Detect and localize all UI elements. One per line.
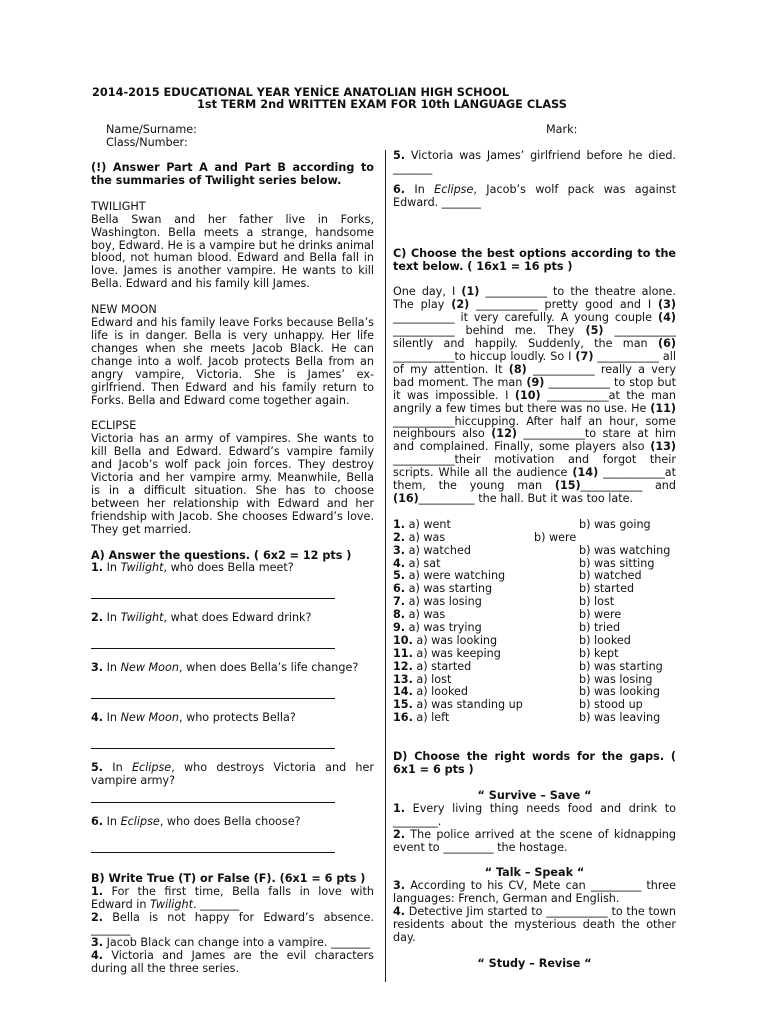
- part-c-story: [393, 286, 676, 505]
- option-b: b) kept: [579, 646, 619, 660]
- word-pair-heading: “ Study – Revise “: [477, 956, 592, 970]
- summary-text: Edward and his family leave Forks because Bella’s life is in danger. Bella is very unhappy. Her life changes when she meets Jacob Black. He can change into a wolf. Jacob protects Bella from an angry vampire, Victoria. She is James’ ex-girlfriend. Then Edward and his family return to Forks. Bella and Edward come together again.: [91, 316, 374, 407]
- book-title: Twilight: [120, 611, 164, 625]
- option-number: 11.: [393, 646, 413, 660]
- option-a: a) was starting: [405, 582, 493, 596]
- question-block: [91, 612, 374, 649]
- item-number: 5.: [91, 761, 104, 775]
- option-number: 14.: [393, 685, 413, 699]
- question: [91, 562, 374, 575]
- gap-fill-item: [393, 829, 676, 855]
- story-text: ___________ really a very bad moment. The man: [393, 362, 676, 389]
- gap-fill-item: [393, 880, 676, 906]
- gap-number: (7): [575, 349, 594, 363]
- option-b: b) stood up: [579, 698, 643, 712]
- story-text: ___________at them, the young man: [393, 466, 676, 493]
- question: [91, 662, 374, 675]
- gap-number: (2): [451, 298, 470, 312]
- item-text: In: [103, 661, 121, 675]
- option-b: b) tried: [579, 620, 621, 634]
- option-b: b) was looking: [579, 685, 660, 699]
- gap-number: (5): [585, 324, 604, 338]
- question-block: [91, 562, 374, 599]
- left-column: [91, 150, 374, 976]
- option-number: 7.: [393, 595, 406, 609]
- gap-number: (10): [514, 388, 541, 402]
- gap-number: (15): [554, 479, 581, 493]
- summary-title: TWILIGHT: [91, 199, 146, 213]
- option-b: b) lost: [579, 595, 615, 609]
- question: [91, 612, 374, 625]
- item-number: 2.: [91, 611, 104, 625]
- option-b: b) looked: [579, 633, 631, 647]
- summary-title: ECLIPSE: [91, 419, 137, 433]
- answer-line: [91, 801, 335, 803]
- part-d-title: D) Choose the right words for the gaps. ( 6x1 = 6 pts ): [393, 750, 676, 776]
- option-b: b) was starting: [579, 659, 663, 673]
- question: [91, 712, 374, 725]
- book-title: Eclipse: [131, 761, 172, 775]
- gap-number: (8): [508, 362, 527, 376]
- story-text: ___________to hiccup loudly. So I: [393, 349, 576, 363]
- item-number: 3.: [91, 661, 104, 675]
- book-title: Eclipse: [434, 182, 474, 196]
- summary-new-moon: [91, 304, 374, 407]
- part-c-title: C) Choose the best options according to the text below. ( 16x1 = 16 pts ): [393, 246, 676, 273]
- option-a: a) was: [405, 608, 446, 622]
- item-number: 2.: [393, 827, 406, 841]
- item-number: 1.: [91, 884, 104, 898]
- gap-number: (12): [491, 427, 517, 441]
- answer-line: [91, 851, 335, 853]
- gap-number: (3): [658, 298, 677, 312]
- gap-fill-item: [393, 906, 676, 945]
- option-number: 5.: [393, 569, 406, 583]
- part-c-options: [393, 519, 676, 725]
- question: [91, 762, 374, 788]
- item-text: Victoria and James are the evil characters during all the three series.: [91, 949, 374, 976]
- item-text: The police arrived at the scene of kidnapping event to _________ the hostage.: [393, 827, 676, 854]
- option-a: a) were watching: [405, 569, 506, 583]
- story-text: ___________ silently and happily. Suddenly, the man: [393, 324, 676, 351]
- column-divider: [385, 150, 386, 982]
- book-title: New Moon: [120, 661, 179, 675]
- item-number: 1.: [393, 801, 406, 815]
- part-a-title: A) Answer the questions. ( 6x2 = 12 pts ): [91, 548, 352, 562]
- option-a: a) was looking: [412, 633, 498, 647]
- summary-eclipse: [91, 420, 374, 536]
- option-b: b) was leaving: [579, 711, 661, 725]
- story-text: ___________ it very carefully. A young couple: [393, 311, 658, 325]
- item-number: 1.: [91, 561, 104, 575]
- item-text: According to his CV, Mete can _________ three languages: French, German and English.: [393, 879, 676, 906]
- item-number: 3.: [393, 879, 406, 893]
- option-number: 9.: [393, 620, 406, 634]
- gap-number: (14): [572, 466, 599, 480]
- option-number: 6.: [393, 582, 406, 596]
- summary-text: Bella Swan and her father live in Forks, Washington. Bella meets a strange, handsome boy, Edward. He is a vampire but he drinks animal blood, not human blood. Edward and Bella fall in love. James is another vampire. He wants to kill Bella. Edward and his family kill James.: [91, 212, 374, 291]
- option-a: a) was standing up: [412, 698, 523, 712]
- option-b: b) was sitting: [579, 556, 655, 570]
- option-a: a) was trying: [405, 620, 482, 634]
- item-number: 6.: [91, 814, 104, 828]
- true-false-item: [91, 912, 374, 938]
- item-text: Every living thing needs food and drink to ________.: [393, 801, 676, 828]
- option-a: a) was losing: [405, 595, 482, 609]
- item-text: Bella is not happy for Edward’s absence. _______: [91, 910, 374, 937]
- option-row: [393, 712, 676, 725]
- question-block: [91, 662, 374, 699]
- story-text: ___________ all of my attention. It: [393, 349, 676, 376]
- item-text: , what does Edward drink?: [163, 611, 312, 625]
- gap-number: (9): [526, 375, 545, 389]
- intro-instruction: (!) Answer Part A and Part B according to the summaries of Twilight series below.: [91, 161, 374, 187]
- story-text: ___________ pretty good and I: [469, 298, 658, 312]
- option-number: 8.: [393, 608, 406, 622]
- part-b: [91, 873, 374, 976]
- item-text: In: [103, 561, 121, 575]
- option-a: a) was: [405, 530, 446, 544]
- option-b: b) was watching: [579, 543, 671, 557]
- option-b: b) was losing: [579, 672, 653, 686]
- story-text: ___________hiccupping. After half an hour, some neighbours also: [393, 414, 676, 441]
- question: [91, 816, 374, 829]
- true-false-item: [393, 184, 676, 210]
- item-number: 2.: [91, 910, 104, 924]
- story-text: ___________ to the theatre alone. The play: [393, 285, 676, 312]
- true-false-item: [393, 150, 676, 176]
- item-number: 5.: [393, 149, 406, 162]
- item-text: . _______: [192, 897, 240, 911]
- right-column: [393, 150, 676, 971]
- option-number: 13.: [393, 672, 413, 686]
- item-number: 4.: [91, 949, 104, 963]
- part-d: [393, 751, 676, 971]
- word-pair-heading: “ Survive – Save “: [477, 788, 592, 802]
- option-number: 10.: [393, 633, 413, 647]
- item-text: In: [405, 182, 435, 196]
- class-label: Class/Number:: [106, 136, 188, 149]
- item-text: In: [103, 814, 121, 828]
- gap-number: (11): [650, 401, 676, 415]
- gap-number: (13): [650, 440, 676, 454]
- story-text: One day, I: [393, 285, 462, 299]
- exam-header-term: 1st TERM 2nd WRITTEN EXAM FOR 10th LANGUAGE CLASS: [197, 98, 567, 111]
- option-number: 16.: [393, 711, 413, 725]
- item-text: Jacob Black can change into a vampire. _______: [103, 936, 371, 950]
- book-title: Twilight: [150, 897, 193, 911]
- item-number: 4.: [393, 905, 406, 919]
- gap-fill-item: [393, 803, 676, 829]
- item-text: Victoria was James’ girlfriend before he died. _______: [393, 149, 676, 175]
- option-b: b) was going: [579, 517, 651, 531]
- question-block: [91, 712, 374, 749]
- part-c: [393, 248, 676, 725]
- answer-line: [91, 647, 335, 649]
- question-block: [91, 762, 374, 803]
- item-text: , who protects Bella?: [178, 711, 296, 725]
- mark-label: Mark:: [546, 123, 578, 136]
- item-text: In: [103, 711, 121, 725]
- option-a: a) sat: [405, 556, 441, 570]
- item-text: For the first time, Bella falls in love with Edward in: [91, 884, 374, 911]
- item-number: 6.: [393, 182, 406, 196]
- summary-title: NEW MOON: [91, 303, 157, 317]
- word-pair-heading: “ Talk – Speak “: [484, 866, 585, 880]
- item-text: In: [103, 611, 121, 625]
- book-title: Twilight: [120, 561, 164, 575]
- answer-line: [91, 747, 335, 749]
- item-text: In: [103, 761, 132, 775]
- story-text: ___________at the man angrily a few times but there was no use. He: [393, 388, 676, 415]
- item-number: 3.: [91, 936, 104, 950]
- item-text: Detective Jim started to ___________ to the town residents about the mysterious death the other day.: [393, 905, 676, 944]
- item-text: , who does Bella meet?: [163, 561, 294, 575]
- option-b: b) watched: [579, 569, 642, 583]
- true-false-item: [91, 950, 374, 976]
- option-number: 15.: [393, 698, 413, 712]
- option-a: a) went: [405, 517, 451, 531]
- story-text: __________ the hall. But it was too late.: [418, 491, 634, 505]
- item-text: , who does Bella choose?: [159, 814, 301, 828]
- answer-line: [91, 697, 335, 699]
- item-number: 4.: [91, 711, 104, 725]
- option-number: 2.: [393, 530, 406, 544]
- exam-header-school: 2014-2015 EDUCATIONAL YEAR YENİCE ANATOLIAN HIGH SCHOOL: [92, 86, 510, 99]
- summary-text: Victoria has an army of vampires. She wants to kill Bella and Edward. Edward’s vampire family and Jacob’s wolf pack join forces. They destroy Victoria and her vampire army. Meanwhile, Bella is in a difficult situation. She has to choose between her relationship with Edward and her friendship with Jacob. She chooses Edward’s love. They get married.: [91, 432, 374, 536]
- option-a: a) was keeping: [412, 646, 501, 660]
- option-b: b) were: [579, 608, 622, 622]
- story-text: ___________ behind me. They: [393, 324, 586, 338]
- book-title: New Moon: [120, 711, 179, 725]
- item-text: , Jacob’s wolf pack was against Edward. _______: [393, 182, 676, 209]
- option-a: a) looked: [412, 685, 469, 699]
- option-number: 12.: [393, 659, 413, 673]
- option-a: a) lost: [412, 672, 452, 686]
- answer-line: [91, 597, 335, 599]
- gap-number: (6): [657, 337, 676, 351]
- option-number: 1.: [393, 517, 406, 531]
- gap-number: (1): [461, 285, 480, 299]
- gap-number: (16): [393, 491, 419, 505]
- question-block: [91, 816, 374, 853]
- part-a: [91, 550, 374, 853]
- summary-twilight: [91, 201, 374, 291]
- name-label: Name/Surname:: [106, 123, 197, 136]
- item-text: , who destroys Victoria and her vampire army?: [91, 761, 374, 787]
- item-text: , when does Bella’s life change?: [178, 661, 359, 675]
- story-text: ___________ to stop but it was impossible. I: [393, 375, 676, 402]
- story-text: ___________their motivation and forgot their scripts. While all the audience: [393, 453, 676, 480]
- book-title: Eclipse: [120, 814, 160, 828]
- option-a: a) started: [412, 659, 472, 673]
- part-b-title: B) Write True (T) or False (F). (6x1 = 6 pts ): [91, 871, 366, 885]
- story-text: ___________ and: [580, 479, 676, 493]
- true-false-item: [91, 886, 374, 912]
- option-number: 3.: [393, 543, 406, 557]
- option-a: a) left: [412, 711, 450, 725]
- option-b: b) started: [579, 582, 635, 596]
- option-a: a) watched: [405, 543, 471, 557]
- option-number: 4.: [393, 556, 406, 570]
- option-b: b) were: [534, 530, 577, 544]
- story-text: ___________to stare at him and complained. Finally, some players also: [393, 427, 676, 454]
- gap-number: (4): [657, 311, 676, 325]
